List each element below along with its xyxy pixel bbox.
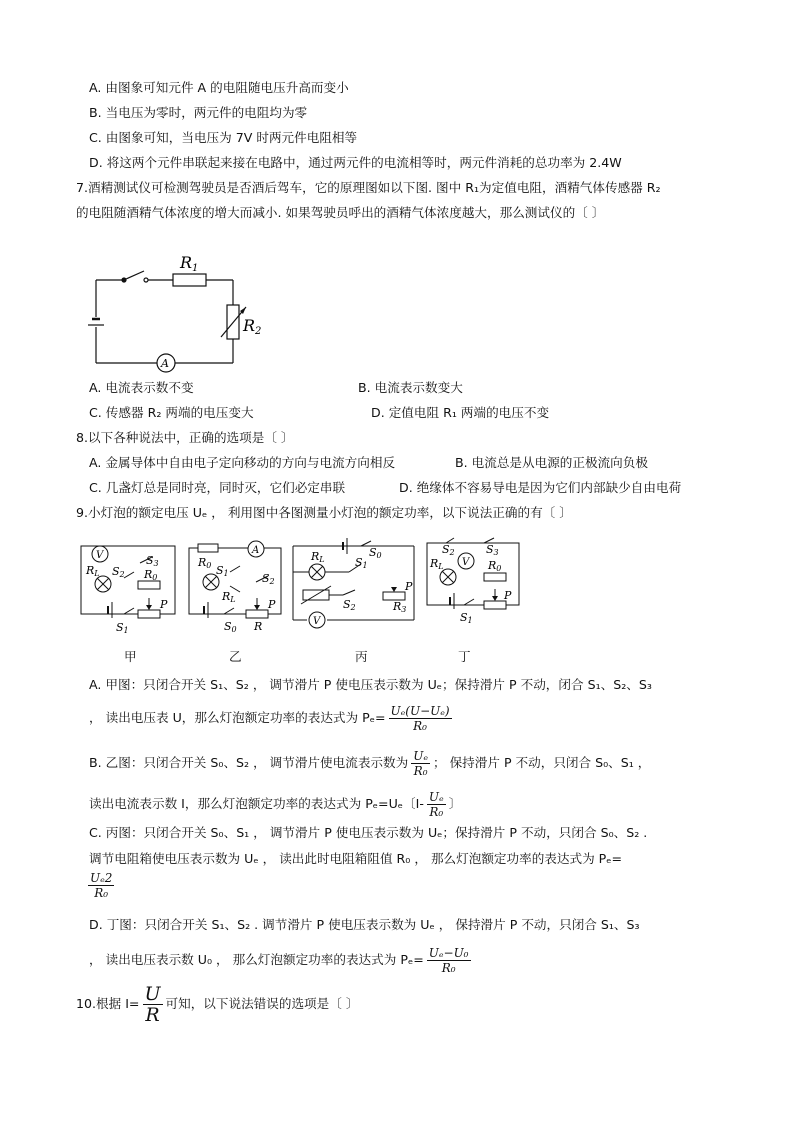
svg-text:S1: S1 xyxy=(355,556,368,570)
q9-circuit-bing xyxy=(289,538,419,636)
q9-circuit-yi xyxy=(186,538,286,636)
svg-text:S2: S2 xyxy=(442,543,455,557)
svg-text:RL: RL xyxy=(222,590,236,604)
q6-option-c: C. 由图象可知，当电压为 7V 时两元件电阻相等 xyxy=(89,130,358,145)
q7-circuit-diagram xyxy=(80,245,280,375)
svg-text:S1: S1 xyxy=(116,621,129,635)
svg-text:S2: S2 xyxy=(262,572,275,586)
q9-caption-jia: 甲 xyxy=(124,649,137,664)
q8-option-c: C. 几盏灯总是同时亮，同时灭，它们必定串联 xyxy=(89,480,346,495)
q8-option-d: D. 绝缘体不容易导电是因为它们内部缺少自由电荷 xyxy=(399,480,682,495)
q9-option-d-line1: D. 丁图：只闭合开关 S₁、S₂ . 调节滑片 P 使电压表示数为 Uₑ ， 保持滑片 P 不动，只闭合 S₁、S₃ xyxy=(89,917,640,932)
svg-text:RL: RL xyxy=(311,550,325,564)
q10-stem: 10.根据 I= $\frac{U}{R}$ 可知，以下说法错误的选项是〔 〕 xyxy=(76,983,359,1026)
q8-option-b: B. 电流总是从电源的正极流向负极 xyxy=(455,455,648,470)
svg-text:V: V xyxy=(96,550,104,561)
svg-text:P: P xyxy=(268,598,276,611)
q9-option-c-line1: C. 丙图：只闭合开关 S₀、S₁ ， 调节滑片 P 使电压表示数为 Uₑ；保持滑片 P 不动，只闭合 S₀、S₂ . xyxy=(89,825,648,840)
q9-caption-bing: 丙 xyxy=(355,649,368,664)
svg-text:RL: RL xyxy=(86,564,100,578)
svg-text:S1: S1 xyxy=(216,564,229,578)
svg-text:A: A xyxy=(252,545,260,556)
svg-text:S0: S0 xyxy=(224,620,237,634)
q7-r2-label: R2 xyxy=(243,316,262,337)
svg-text:P: P xyxy=(160,598,168,611)
q6-option-d: D. 将这两个元件串联起来接在电路中，通过两元件的电流相等时，两元件消耗的总功率为 2.4W xyxy=(89,155,622,170)
q9-option-b-current-formula: $\frac{\text{Uₑ}}{\text{R₀}}$ xyxy=(413,749,428,778)
svg-text:S0: S0 xyxy=(369,546,382,560)
q9-option-c-line2: 调节电阻箱使电压表示数为 Uₑ ， 读出此时电阻箱阻值 R₀ ， 那么灯泡额定功率的表达式为 Pₑ= xyxy=(89,851,623,866)
q10-formula: $\frac{U}{R}$ xyxy=(144,983,161,1026)
q9-circuit-jia xyxy=(78,538,182,636)
q6-option-a: A. 由图象可知元件 A 的电阻随电压升高而变小 xyxy=(89,80,349,95)
q9-option-c-formula-wrap xyxy=(85,871,117,900)
q9-caption-yi: 乙 xyxy=(229,649,242,664)
q8-stem: 8.以下各种说法中，正确的选项是〔 〕 xyxy=(76,430,294,445)
svg-text:S2: S2 xyxy=(112,565,125,579)
svg-text:S2: S2 xyxy=(343,598,356,612)
q7-stem-line2: 的电阻随酒精气体浓度的增大而减小. 如果驾驶员呼出的酒精气体浓度越大，那么测试仪的〔 〕 xyxy=(76,205,605,220)
q9-stem: 9.小灯泡的额定电压 Uₑ ， 利用图中各图测量小灯泡的额定功率，以下说法正确的有〔 〕 xyxy=(76,505,572,520)
svg-text:P: P xyxy=(504,589,512,602)
q7-ammeter-label: A xyxy=(161,357,169,370)
svg-text:S3: S3 xyxy=(486,543,499,557)
q9-circuit-ding xyxy=(424,535,524,633)
q9-option-a-formula: $\frac{\text{Uₑ(U−Uₑ)}}{\text{R₀}}$ xyxy=(390,704,450,733)
svg-text:S3: S3 xyxy=(146,554,159,568)
svg-text:RL: RL xyxy=(430,557,444,571)
svg-text:R0: R0 xyxy=(198,556,212,570)
q7-option-b: B. 电流表示数变大 xyxy=(358,380,463,395)
svg-text:V: V xyxy=(462,557,470,568)
q7-r1-label: R1 xyxy=(180,253,199,274)
q9-option-b-line1: B. 乙图：只闭合开关 S₀、S₂ ， 调节滑片使电流表示数为 $\frac{\text{Uₑ}}{\text{R₀}}$ ； 保持滑片 P 不动，只闭合 S₀、S₁ ， xyxy=(89,749,651,778)
svg-text:R0: R0 xyxy=(488,559,502,573)
q9-option-d-formula: $\frac{\text{Uₑ−U₀}}{\text{R₀}}$ xyxy=(428,946,469,975)
q7-stem-line1: 7.酒精测试仪可检测驾驶员是否酒后驾车，它的原理图如以下图. 图中 R₁为定值电阻，酒精气体传感器 R₂ xyxy=(76,180,661,195)
svg-text:R: R xyxy=(254,620,263,633)
q9-option-b-power-formula: $\frac{\text{Uₑ}}{\text{R₀}}$ xyxy=(428,790,444,819)
svg-text:R3: R3 xyxy=(393,600,407,614)
q7-option-c: C. 传感器 R₂ 两端的电压变大 xyxy=(89,405,254,420)
q6-option-b: B. 当电压为零时，两元件的电阻均为零 xyxy=(89,105,308,120)
q9-option-a-line1: A. 甲图：只闭合开关 S₁、S₂ ， 调节滑片 P 使电压表示数为 Uₑ；保持滑片 P 不动，闭合 S₁、S₂、S₃ xyxy=(89,677,652,692)
q7-option-a: A. 电流表示数不变 xyxy=(89,380,194,395)
q9-caption-ding: 丁 xyxy=(458,649,471,664)
q9-option-b-line2: 读出电流表示数 I，那么灯泡额定功率的表达式为 Pₑ=Uₑ〔I- $\frac{\text{Uₑ}}{\text{R₀}}$ 〕 xyxy=(89,790,462,819)
svg-text:R0: R0 xyxy=(144,568,158,582)
q8-option-a: A. 金属导体中自由电子定向移动的方向与电流方向相反 xyxy=(89,455,396,470)
svg-text:P: P xyxy=(405,580,413,593)
svg-text:S1: S1 xyxy=(460,611,473,625)
q9-option-c-formula: $\frac{\text{Uₑ2}}{\text{R₀}}$ xyxy=(90,871,113,900)
q7-option-d: D. 定值电阻 R₁ 两端的电压不变 xyxy=(371,405,550,420)
svg-text:V: V xyxy=(313,616,321,627)
q9-option-a-line2: ， 读出电压表 U，那么灯泡额定功率的表达式为 Pₑ= $\frac{\text{Uₑ(U−Uₑ)}}{\text{R₀}}$ xyxy=(89,704,450,733)
q9-option-d-line2: ， 读出电压表示数 U₀ ， 那么灯泡额定功率的表达式为 Pₑ= $\frac{\text{Uₑ−U₀}}{\text{R₀}}$ xyxy=(89,946,469,975)
